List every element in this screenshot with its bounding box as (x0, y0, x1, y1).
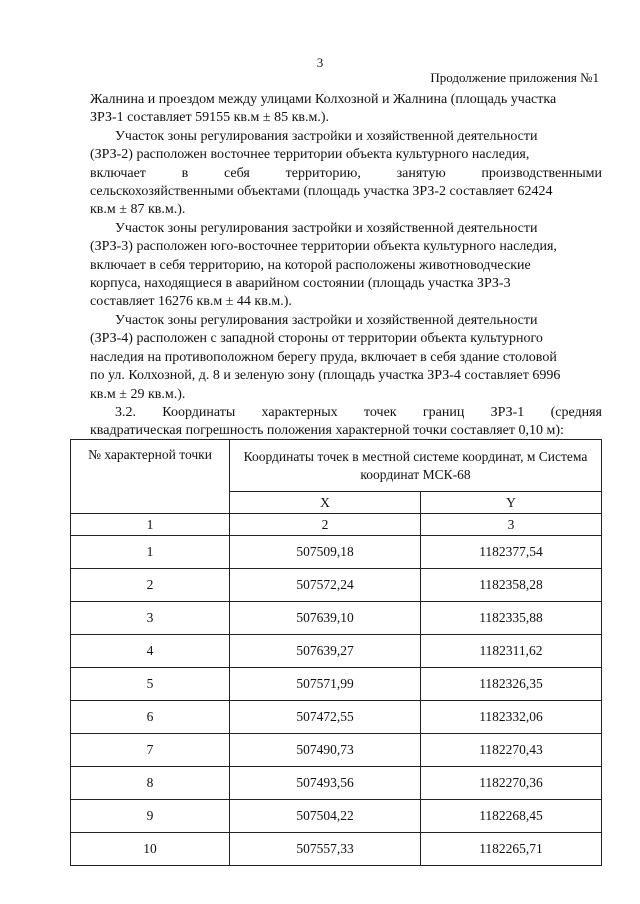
text-line: корпуса, находящиеся в аварийном состоянии (площадь участка ЗРЗ-3 (90, 276, 511, 292)
text-line: сельскохозяйственными объектами (площадь участка ЗРЗ-2 составляет 62424 (90, 184, 553, 200)
text-line: Жалнина и проездом между улицами Колхозной и Жалнина (площадь участка (90, 92, 557, 107)
appendix-caption: Продолжение приложения №1 (430, 70, 599, 85)
text-line: квадратическая погрешность положения характерной точки составляет 0,10 м): (90, 423, 564, 439)
text-line: включает в себя территорию, на которой расположены животноводческие (90, 257, 531, 273)
column-number: 2 (230, 514, 421, 536)
point-number: 1 (71, 536, 230, 569)
table-row (71, 800, 602, 833)
coord-y: 1182270,43 (421, 734, 602, 767)
header-y: Y (421, 492, 602, 514)
text-line: ЗРЗ-1 составляет 59155 кв.м ± 85 кв.м.). (90, 110, 329, 126)
point-number: 6 (71, 701, 230, 734)
text-line: (ЗРЗ-3) расположен юго-восточнее территории объекта культурного наследия, (90, 239, 557, 255)
body-text (90, 91, 602, 441)
coordinates-table (70, 439, 602, 866)
header-coordinate-system: Координаты точек в местной системе координат, м Система координат МСК-68 (230, 440, 602, 492)
table-row (71, 602, 602, 635)
point-number: 9 (71, 800, 230, 833)
point-number: 2 (71, 569, 230, 602)
text-line: (ЗРЗ-4) расположен с западной стороны от территории объекта культурного (90, 331, 543, 347)
point-number: 7 (71, 734, 230, 767)
header-x: X (230, 492, 421, 514)
header-point-number: № характерной точки (71, 440, 230, 514)
point-number: 5 (71, 668, 230, 701)
coord-y: 1182265,71 (421, 833, 602, 866)
column-number: 1 (71, 514, 230, 536)
coord-x: 507571,99 (230, 668, 421, 701)
table-row (71, 668, 602, 701)
table-row (71, 536, 602, 569)
table-row (71, 569, 602, 602)
coord-x: 507509,18 (230, 536, 421, 569)
coord-y: 1182377,54 (421, 536, 602, 569)
coord-y: 1182311,62 (421, 635, 602, 668)
point-number: 10 (71, 833, 230, 866)
coord-x: 507639,27 (230, 635, 421, 668)
coord-y: 1182270,36 (421, 767, 602, 800)
text-line: Участок зоны регулирования застройки и хозяйственной деятельности (115, 220, 538, 236)
point-number: 4 (71, 635, 230, 668)
table-row (71, 767, 602, 800)
text-line: кв.м ± 87 кв.м.). (90, 202, 186, 218)
coord-y: 1182268,45 (421, 800, 602, 833)
table-row (71, 635, 602, 668)
coord-y: 1182358,28 (421, 569, 602, 602)
coord-x: 507504,22 (230, 800, 421, 833)
table-row (71, 734, 602, 767)
column-number-row (71, 514, 602, 536)
text-line: кв.м ± 29 кв.м.). (90, 386, 186, 402)
text-line: 3.2. Координаты характерных точек границ ЗРЗ-1 (средняя (115, 404, 602, 420)
text-line: (ЗРЗ-2) расположен восточнее территории объекта культурного наследия, (90, 147, 530, 163)
coord-y: 1182326,35 (421, 668, 602, 701)
coord-x: 507490,73 (230, 734, 421, 767)
table-row (71, 833, 602, 866)
column-number: 3 (421, 514, 602, 536)
coord-y: 1182335,88 (421, 602, 602, 635)
text-line: включает в себя территорию, занятую производственными (90, 165, 602, 181)
coord-x: 507639,10 (230, 602, 421, 635)
coord-x: 507493,56 (230, 767, 421, 800)
text-line: составляет 16276 кв.м ± 44 кв.м.). (90, 294, 292, 310)
coord-x: 507572,24 (230, 569, 421, 602)
page-number: 3 (316, 55, 324, 70)
text-line: по ул. Колхозной, д. 8 и зеленую зону (площадь участка ЗРЗ-4 составляет 6996 (90, 368, 561, 384)
coord-x: 507557,33 (230, 833, 421, 866)
coord-y: 1182332,06 (421, 701, 602, 734)
text-line: наследия на противоположном берегу пруда, включает в себя здание столовой (90, 349, 557, 365)
text-line: Участок зоны регулирования застройки и хозяйственной деятельности (115, 128, 538, 144)
table-header-row (71, 440, 602, 492)
point-number: 3 (71, 602, 230, 635)
point-number: 8 (71, 767, 230, 800)
table-row (71, 701, 602, 734)
coord-x: 507472,55 (230, 701, 421, 734)
text-line: Участок зоны регулирования застройки и хозяйственной деятельности (115, 312, 538, 328)
